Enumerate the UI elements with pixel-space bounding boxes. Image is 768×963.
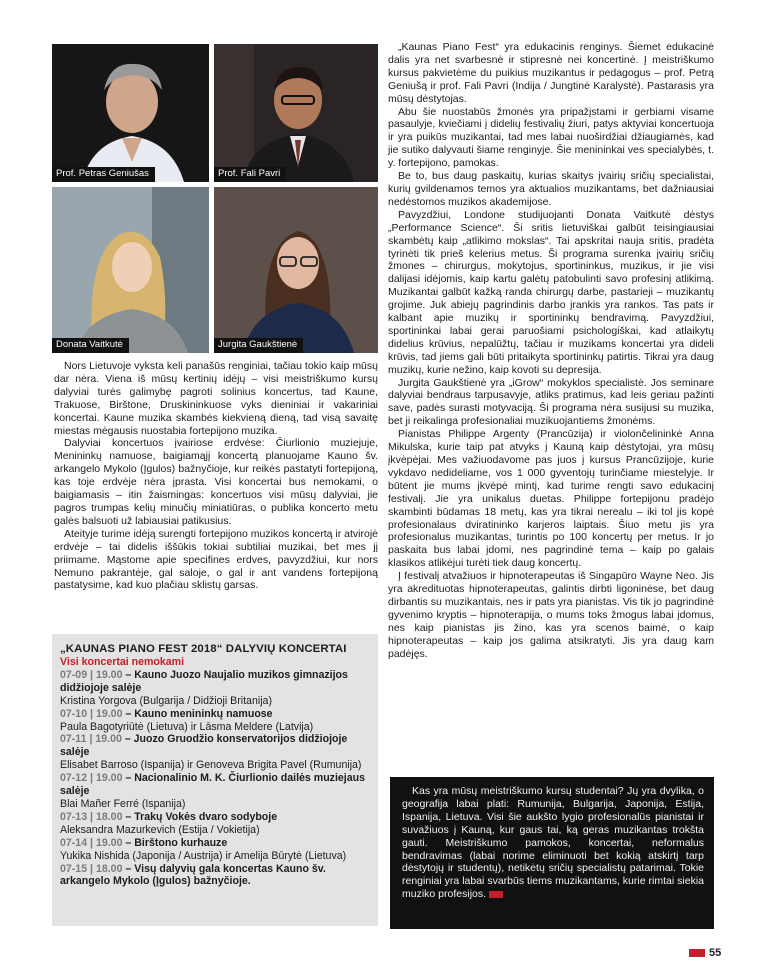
- concert-item: [60, 772, 372, 811]
- paragraph: Abu šie nuostabūs žmonės yra pripažįstami ir gerbiami visame pasaulyje, kviečiami į didelių festivalių žiuri, patys aktyviai koncertuoja ir yra puikūs muzikantai, tad mes labai nuoširdžiai džiaugiamės, kad jie sutiko dalyvauti šiame renginyje. Šie menininkai ves specialybės, t. y. fortepijono, pamokas.: [388, 105, 714, 170]
- concert-performers: Elisabet Barroso (Ispanija) ir Genoveva Brigita Pavel (Rumunija): [60, 759, 362, 772]
- concert-date: 07-15 | 18.00: [60, 862, 123, 875]
- left-text-column: [54, 360, 378, 592]
- article-end-mark-icon: [489, 891, 503, 898]
- paragraph: Į festivalį atvažiuos ir hipnoterapeutas iš Singapūro Wayne Neo. Jis yra akredituotas hipnoterapeutas, galintis dirbti ligoninėse, bet daug dirbantis su muzikantais, nes ir pats yra pianistas. Vis tik jo pagrindinė gyvenimo kryptis – hipnoterapija, o mums toks žmogus labai įdomus, nes kaip pianistas jis žino, kas yra scenos baimė, o kaip hipnoterapeutas – kaip jos galima atsikratyti. Jis yra daug kam padėjęs.: [388, 570, 714, 660]
- right-text-column: [388, 41, 714, 661]
- concert-place: – Nacionalinio M. K. Čiurlionio dailės muziejaus salėje: [60, 772, 365, 798]
- concert-date: 07-09 | 19.00: [60, 668, 123, 681]
- paragraph: Pianistas Philippe Argenty (Prancūzija) ir violončelininkė Anna Mikulska, kurie taip pat atvyks į Kauną kaip dėstytojai, yra mūsų įkvėpėjai. Mes važiuodavome pas juos į kursus Prancūzijoje, kurie vykdavo nedideliame, vos 1 000 gyventojų turinčiame miestelyje. Ir būtent jie mums įkvėpė mintį, kad turime rengti savo edukacinį festivalį. Jie yra unikalus duetas. Philippe fortepijonu pradėjo skambinti būdamas 18 metų, kas yra tikrai nerealu – iki tol jis kopė profesionalaus dviratininko karjeros laiptais. Šiuo metu jis yra profesionalus muzikantas, turintis po 100 koncertų per metus. Ir jo paskaita bus labai įdomi, nes pagrindinė tema – kaip po galais klasikos atlikėjui turėti tiek daug koncertų.: [388, 428, 714, 570]
- portrait-image: [214, 44, 378, 182]
- concert-date: 07-12 | 19.00: [60, 772, 123, 785]
- concert-item: [60, 837, 372, 863]
- concert-date: 07-14 | 19.00: [60, 836, 123, 849]
- paragraph: „Kaunas Piano Fest“ yra edukacinis renginys. Šiemet edukacinė dalis yra net svarbesnė ir stipresnė nei koncertinė. Į meistriškumo kursus pakvietėme du puikius muzikantus ir pedagogus – prof. Petrą Geniušą ir prof. Fali Pavri (Indija / Jungtinė Karalystė). Pastarasis yra mūsų dėstytojas.: [388, 41, 714, 105]
- paragraph: Dalyviai koncertuos įvairiose erdvėse: Čiurlionio muziejuje, Menininkų namuose, baigiamąjį koncertą planuojame Kauno šv. arkangelo Mykolo (Įgulos) bažnyčioje, kur reikės pastatyti fortepijoną, kas toje erdvėje nėra įprasta. Visi koncertai bus nemokami, o baigiamasis – itin žaismingas: koncertuos visi mūsų dalyviai, jie pagros trumpas kelių minučių miniatiūras, o publika koncerto metu galės balsuoti už labiausiai patikusius.: [54, 437, 378, 527]
- concert-date: 07-13 | 18.00: [60, 810, 123, 823]
- concert-place: – Birštono kurhauze: [122, 836, 228, 849]
- photo-petras-geniusas: [52, 44, 209, 182]
- concert-performers: Blai Mañer Ferré (Ispanija): [60, 797, 186, 810]
- concert-place: – Juozo Gruodžio konservatorijos didžiojoje salėje: [60, 733, 348, 759]
- paragraph: Nors Lietuvoje vyksta keli panašūs renginiai, tačiau tokio kaip mūsų dar nėra. Viena iš mūsų kertinių idėjų – visi meistriškumo kursų dalyviai turės galimybę pagroti solinius koncertus, tad Kaune, Trakuose, Birštone, Druskininkuose vyks dieniniai ir vakariniai koncertai. Kaune muzika skambės kiekvieną dieną, tad visą savaitę miestas mėgausis nuostabia fortepijono muzika.: [54, 360, 378, 437]
- concert-item: [60, 708, 372, 734]
- photo-caption: Prof. Fali Pavri: [214, 167, 286, 182]
- concert-performers: Yukika Nishida (Japonija / Austrija) ir Amelija Būrytė (Lietuva): [60, 849, 347, 862]
- concert-place: – Kauno Juozo Naujalio muzikos gimnazijos didžiojoje salėje: [60, 668, 348, 694]
- concert-box-subtitle: Visi koncertai nemokami: [60, 656, 185, 668]
- info-box-text: Kas yra mūsų meistriškumo kursų studentai? Jų yra dvylika, o geografija labai plati: Rumunija, Bulgarija, Japonija, Estija, Ispanija, Lietuva. Visi šie aukšto lygio profesionalūs pianistai ir suvažiuos į Kauną, kur gaus tai, ką geras muzikantas trokšta gauti. Meistriškumo pamokos, koncertai, neformalus bendravimas (labai norime eliminuoti bet kokią atskirtį tarp dėstytojų ir studentų), netikėtų sričių specialistų patarimai. Tokie renginiai yra labai svarbūs tiems muzikantams, kurie rimtai siekia muziko profesijos.: [402, 785, 704, 901]
- concert-performers: Aleksandra Mazurkevich (Estija / Vokietija): [60, 823, 260, 836]
- concert-item: [60, 863, 372, 889]
- page-number: 55: [709, 947, 722, 959]
- concert-performers: Kristina Yorgova (Bulgarija / Didžioji Britanija): [60, 694, 272, 707]
- concert-performers: Paula Bagotyriūtė (Lietuva) ir Lāsma Meldere (Latvija): [60, 720, 314, 733]
- concert-place: – Kauno menininkų namuose: [122, 707, 273, 720]
- paragraph: Ateityje turime idėją surengti fortepijono muzikos koncertą ir atvirojė erdvėje – tai didelis iššūkis tokiai subtiliai muzikai, bet mes jį priimame. Mąstome apie specifines erdves, pavyzdžiui, kur nors Nemuno pakrantėje, gal saloje, o gal ir ant vandens fortepijoną pastatysime, kad kuo plačiau sklistų garsas.: [54, 527, 378, 592]
- concert-date: 07-11 | 19.00: [60, 733, 122, 746]
- students-info-box: [390, 777, 714, 929]
- photo-jurgita-gaukstiene: [214, 187, 378, 353]
- photo-donata-vaitkute: [52, 187, 209, 353]
- photo-caption: Jurgita Gaukštienė: [214, 338, 303, 353]
- photo-caption: Prof. Petras Geniušas: [52, 167, 155, 182]
- concert-item: [60, 811, 372, 837]
- portrait-image: [52, 44, 209, 182]
- concert-place: – Trakų Vokės dvaro sodyboje: [122, 810, 278, 823]
- magazine-logo-icon: [689, 949, 705, 957]
- photo-fali-pavri: [214, 44, 378, 182]
- paragraph: Jurgita Gaukštienė yra „iGrow“ mokyklos specialistė. Jos seminare dalyviai bendraus tarpusavyje, atliks pratimus, kad leis geriau pažinti save, padės surasti motyvaciją. Ši programa nėra susijusi su muzika, bet ji reikalinga profesionaliai muzikuojantiems žmonėms.: [388, 376, 714, 428]
- concert-item: [60, 669, 372, 708]
- concert-place: – Visų dalyvių gala koncertas Kauno šv. arkangelo Mykolo (Įgulos) bažnyčioje.: [60, 862, 326, 888]
- concert-box-title: „KAUNAS PIANO FEST 2018“ DALYVIŲ KONCERTAI: [60, 643, 347, 655]
- paragraph: Pavyzdžiui, Londone studijuojanti Donata Vaitkutė dėstys „Performance Science“. Ši sritis lietuviškai galbūt teisingiausiai skambėtų kaip „atlikimo mokslas“. Tai apskritai nauja sritis, pradėta tyrinėti tik prieš kelerius metus. Ši programa surenka įvairių sričių žmones – chirurgus, mokytojus, sportininkus, muzikus, ir jie visi dalijasi idėjomis, kaip kartu galėtų patobulinti savo profesinį atlikimą. Muzikantai galbūt kažką randa chirurgų darbe, pastarieji – muzikantų grojime. Juk abiejų pagrindinis darbo įrankis yra rankos. Tas pats ir kalbant apie muzikų ir sportininkų bendravimą. Pavyzdžiui, sportininkai labai gerai paruošiami psichologiškai, kad atlaikytų didelius krūvius, nepalūžtų, tačiau ir muzikams koncertai yra dideli krūvis, tad jiems gali būti pritaikyta sportininkų patirtis. Tikrai yra daug muzikų, kurie nežino, kaip kovoti su depresija.: [388, 208, 714, 376]
- concert-date: 07-10 | 19.00: [60, 707, 123, 720]
- concert-schedule-box: [52, 634, 378, 926]
- portrait-image: [214, 187, 378, 353]
- concert-item: [60, 733, 372, 772]
- page-footer: [689, 947, 721, 959]
- paragraph: Be to, bus daug paskaitų, kurias skaitys įvairių sričių specialistai, kurių gvildenamos temos yra aktualios muzikantams, bet dažniausiai nedėstomos muzikos akademijose.: [388, 170, 714, 208]
- portrait-image: [52, 187, 209, 353]
- photo-caption: Donata Vaitkutė: [52, 338, 129, 353]
